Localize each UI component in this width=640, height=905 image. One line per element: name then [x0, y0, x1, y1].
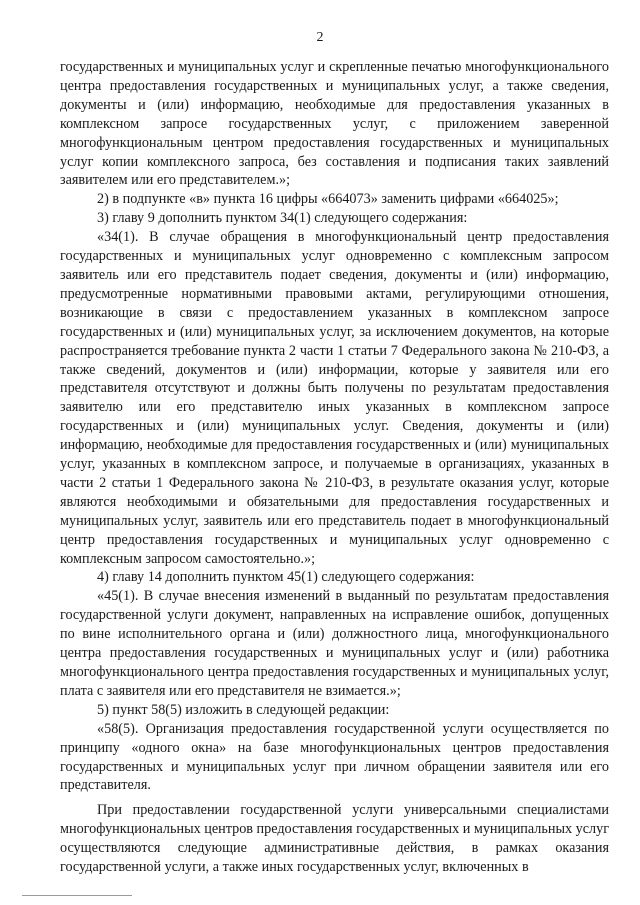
paragraph-clause-34-1: «34(1). В случае обращения в многофункциональный центр предоставления государственных и муниципальных услуг одновременно с комплексным запросом заявитель или его представитель подает сведения, документы и (или) информацию, предусмотренные нормативными правовыми актами, регулирующими отношения, возникающие в связи с предоставлением указанных в комплексном запросе государственных и (или) муниципальных услуг, за исключением документов, на которые распространяется требование пункта 2 части 1 статьи 7 Федерального закона № 210-ФЗ, а также сведений, документов и (или) информации, которые у заявителя или его представителя отсутствуют и должны быть получены по результатам предоставления заявителю или его представителю иных указанных в комплексном запросе государственных и (или) муниципальных услуг. Сведения, документы и (или) информацию, необходимые для предоставления государственных и (или) муниципальных услуг, указанных в комплексном запросе, и получаемые в организациях, указанных в части 2 статьи 1 Федерального закона № 210-ФЗ, в результате оказания услуг, которые являются необходимыми и обязательными для предоставления государственных и муниципальных услуг, заявитель или его представитель подает в многофункциональный центр предоставления государственных и муниципальных услуг одновременно с комплексным запросом самостоятельно.»;	[60, 229, 609, 567]
paragraph-item-2: 2) в подпункте «в» пункта 16 цифры «664073» заменить цифрами «664025»;	[97, 191, 559, 208]
footer-divider	[22, 895, 132, 896]
paragraph-continuation: государственных и муниципальных услуг и скрепленные печатью многофункционального центра предоставления государственных и муниципальных услуг, а также сведения, документы и (или) информацию, необходимые для предоставления указанных в комплексном запросе государственных услуг, с приложением заверенной многофункциональным центром предоставления государственных и муниципальных услуг копии комплексного запроса, без составления и подписания таких заявлений заявителем или его представителем.»;	[60, 59, 609, 189]
paragraph-item-5: 5) пункт 58(5) изложить в следующей редакции:	[97, 701, 390, 718]
paragraph-item-3: 3) главу 9 дополнить пунктом 34(1) следующего содержания:	[97, 210, 468, 227]
paragraph-item-4: 4) главу 14 дополнить пунктом 45(1) следующего содержания:	[97, 569, 475, 586]
document-body	[60, 58, 609, 877]
page-number: 2	[316, 30, 324, 45]
paragraph-clause-58-5: «58(5). Организация предоставления государственной услуги осуществляется по принципу «одного окна» на базе многофункциональных центров предоставления государственных и муниципальных услуг при личном обращении заявителя или его представителя.	[60, 720, 609, 794]
paragraph-universal-specialists: При предоставлении государственной услуги универсальными специалистами многофункциональных центров предоставления государственных и муниципальных услуг осуществляются следующие административные действия, в рамках оказания государственной услуги, а также иных государственных услуг, включенных в	[60, 802, 610, 876]
paragraph-clause-45-1: «45(1). В случае внесения изменений в выданный по результатам предоставления государственной услуги документ, направленных на исправление ошибок, допущенных по вине исполнительного органа и (или) должностного лица, многофункционального центра предоставления государственных и муниципальных услуг и (или) работника многофункционального центра предоставления государственных и муниципальных услуг, плата с заявителя или его представителя не взимается.»;	[60, 588, 609, 699]
